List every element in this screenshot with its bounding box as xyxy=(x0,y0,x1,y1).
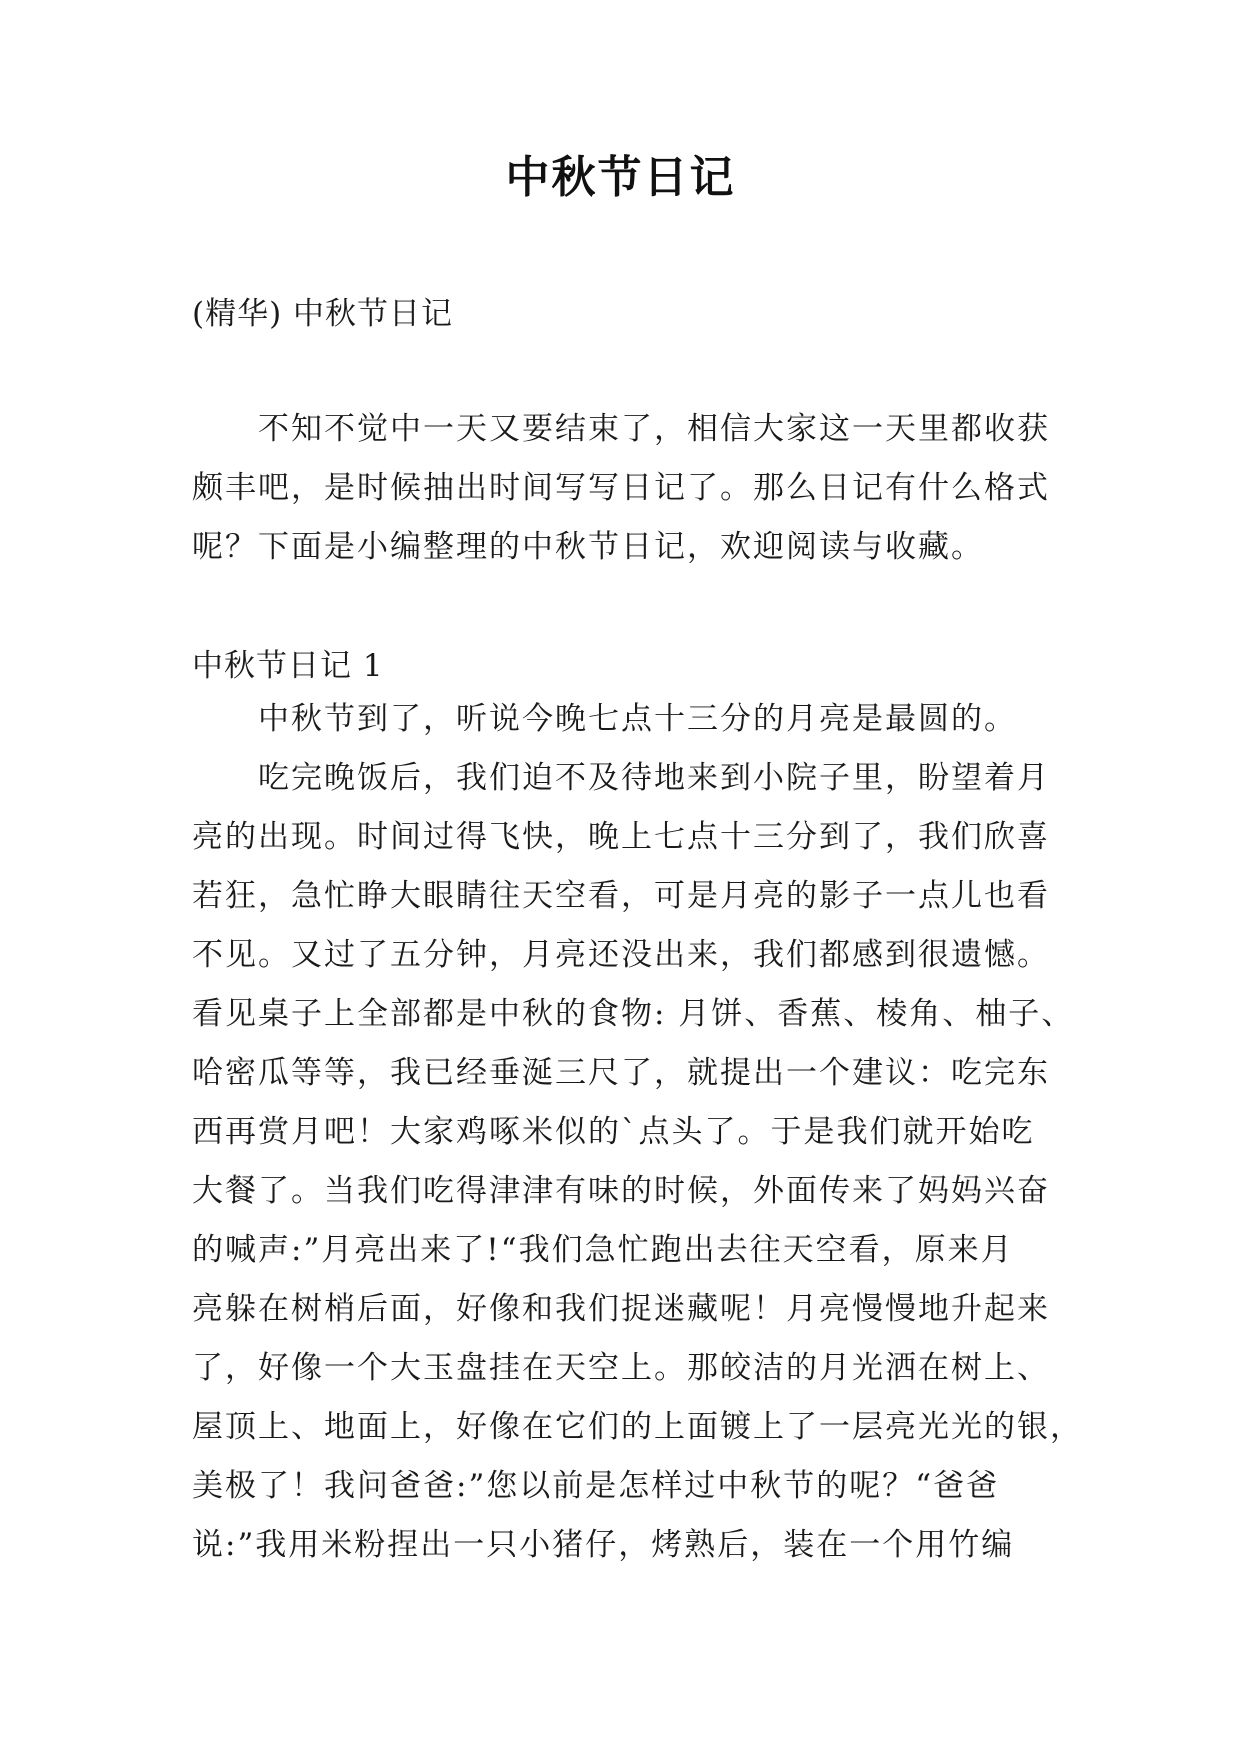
entry-line: 吃完晚饭后，我们迫不及待地来到小院子里，盼望着月 xyxy=(258,760,1050,796)
intro-line: 不知不觉中一天又要结束了，相信大家这一天里都收获 xyxy=(258,411,1050,447)
document-title: 中秋节日记 xyxy=(505,152,736,203)
intro-line: 呢？下面是小编整理的中秋节日记，欢迎阅读与收藏。 xyxy=(192,529,984,565)
section-heading: 中秋节日记 1 xyxy=(192,648,384,684)
document-subtitle: (精华) 中秋节日记 xyxy=(192,296,454,332)
entry-line: 屋顶上、地面上，好像在它们的上面镀上了一层亮光光的银， xyxy=(192,1409,1083,1445)
entry-line: 大餐了。当我们吃得津津有味的时候，外面传来了妈妈兴奋 xyxy=(192,1173,1050,1209)
entry-line: 不见。又过了五分钟，月亮还没出来，我们都感到很遗憾。 xyxy=(192,937,1050,973)
intro-paragraph xyxy=(192,400,1052,577)
entry-line: 看见桌子上全部都是中秋的食物: 月饼、香蕉、棱角、柚子、 xyxy=(192,996,1075,1032)
diary-entry xyxy=(192,690,1083,1575)
entry-line: 亮躲在树梢后面，好像和我们捉迷藏呢！月亮慢慢地升起来 xyxy=(192,1291,1050,1327)
entry-line: 西再赏月吧！大家鸡啄米似的`点头了。于是我们就开始吃 xyxy=(192,1114,1035,1150)
entry-line: 中秋节到了，听说今晚七点十三分的月亮是最圆的。 xyxy=(258,701,1017,737)
entry-line: 的喊声:”月亮出来了!“我们急忙跑出去往天空看，原来月 xyxy=(192,1232,1014,1268)
entry-line: 说:”我用米粉捏出一只小猪仔，烤熟后，装在一个用竹编 xyxy=(192,1527,1015,1563)
entry-line: 美极了！我问爸爸:”您以前是怎样过中秋节的呢？“爸爸 xyxy=(192,1468,1000,1504)
entry-line: 若狂，急忙睁大眼睛往天空看，可是月亮的影子一点儿也看 xyxy=(192,878,1050,914)
entry-line: 了，好像一个大玉盘挂在天空上。那皎洁的月光洒在树上、 xyxy=(192,1350,1050,1386)
entry-line: 哈密瓜等等，我已经垂涎三尺了，就提出一个建议：吃完东 xyxy=(192,1055,1050,1091)
entry-line: 亮的出现。时间过得飞快，晚上七点十三分到了，我们欣喜 xyxy=(192,819,1050,855)
intro-line: 颇丰吧，是时候抽出时间写写日记了。那么日记有什么格式 xyxy=(192,470,1050,506)
